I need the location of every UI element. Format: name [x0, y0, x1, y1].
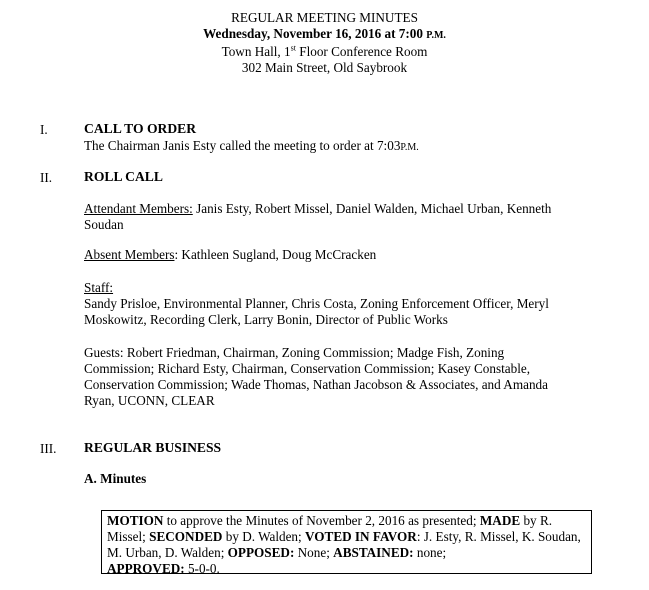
absent-members: Absent Members: Kathleen Sugland, Doug McCracken	[84, 247, 377, 262]
attendant-members: Attendant Members: Janis Esty, Robert Missel, Daniel Walden, Michael Urban, Kenneth Soudan	[84, 201, 552, 232]
meeting-address: 302 Main Street, Old Saybrook	[241, 60, 408, 75]
section-title-roll-call: ROLL CALL	[84, 169, 163, 184]
section-number-roll-call: II.	[40, 170, 53, 185]
motion-box: MOTION to approve the Minutes of November 2, 2016 as presented; MADE by R. Missel; SECONDED by D. Walden; VOTED IN FAVOR: J. Esty, R. Missel, K. Soudan, M. Urban, D. Walden; OPPOSED: None; ABSTAINED: none; APPROVED: 5-0-0.	[101, 510, 592, 574]
document-title: REGULAR MEETING MINUTES	[231, 10, 418, 25]
section-title-regular-business: REGULAR BUSINESS	[84, 440, 222, 455]
staff-list: Staff: Sandy Prisloe, Environmental Planner, Chris Costa, Zoning Enforcement Officer, Meryl Moskowitz, Recording Clerk, Larry Bonin, Director of Public Works	[84, 280, 549, 327]
document-header	[0, 10, 649, 76]
section-number-call-to-order: I.	[40, 122, 48, 137]
section-title-call-to-order: CALL TO ORDER	[84, 121, 197, 136]
guests-list: Guests: Robert Friedman, Chairman, Zoning Commission; Madge Fish, Zoning Commission; Richard Esty, Chairman, Conservation Commission; Kasey Constable, Conservation Commission; Wade Thomas, Nathan Jacobson & Associates, and Amanda Ryan, UCONN, CLEAR	[84, 345, 548, 408]
call-to-order-text: The Chairman Janis Esty called the meeting to order at 7:03P.M.	[84, 138, 419, 153]
meeting-date: Wednesday, November 16, 2016 at 7:00 P.M.	[203, 26, 446, 41]
section-number-regular-business: III.	[40, 441, 57, 456]
subsection-minutes: A. Minutes	[84, 471, 147, 486]
meeting-location: Town Hall, 1st Floor Conference Room	[221, 43, 428, 59]
